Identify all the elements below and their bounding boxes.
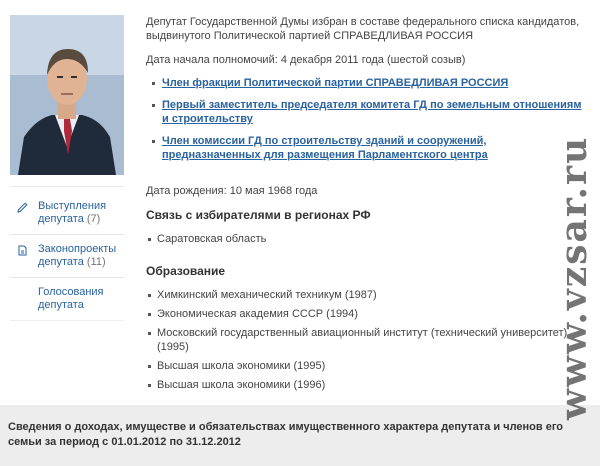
deputy-sidebar — [10, 192, 124, 321]
list-item: Химкинский механический техникум (1987) — [148, 288, 586, 302]
role-link-committee[interactable]: Первый заместитель председателя комитета ГД по земельным отношениям и строительству — [162, 99, 582, 125]
income-notice[interactable]: Сведения о доходах, имуществе и обязательствах имущественного характера депутата и членов его семьи за период с 01.01.2012 по 31.12.2012 — [8, 421, 563, 448]
deputy-info — [146, 15, 586, 397]
roles-list — [146, 76, 586, 162]
list-item: Высшая школа экономики (1995) — [148, 359, 586, 373]
sidebar-item-speeches-count: (7) — [86, 213, 101, 225]
list-item — [152, 76, 586, 90]
pencil-icon — [17, 202, 28, 213]
sidebar-item-bills[interactable] — [10, 235, 124, 278]
list-item: Саратовская область — [148, 232, 586, 246]
document-icon — [17, 245, 28, 256]
list-item: Московский государственный авиационный институт (технический университет) (1995) — [148, 326, 586, 354]
list-item — [152, 134, 586, 162]
regions-list — [146, 232, 586, 246]
birth-date: Дата рождения: 10 мая 1968 года — [146, 185, 318, 197]
sidebar-item-speeches[interactable] — [10, 192, 124, 235]
photo-separator — [10, 186, 124, 187]
education-list — [146, 288, 586, 392]
sidebar-item-speeches-label[interactable]: Выступления депутата — [38, 200, 107, 225]
list-item: Высшая школа экономики (1996) — [148, 378, 586, 392]
sidebar-item-bills-count: (11) — [86, 256, 106, 268]
term-start: Дата начала полномочий: 4 декабря 2011 года (шестой созыв) — [146, 54, 466, 66]
list-item: Экономическая академия СССР (1994) — [148, 307, 586, 321]
deputy-photo — [10, 15, 124, 175]
sidebar-item-bills-label[interactable]: Законопроекты депутата — [38, 243, 117, 268]
role-link-faction[interactable]: Член фракции Политической партии СПРАВЕДЛИВАЯ РОССИЯ — [162, 77, 509, 89]
education-title: Образование — [146, 264, 226, 278]
intro-text: Депутат Государственной Думы избран в составе федерального списка кандидатов, выдвинутого Политической партией СПРАВЕДЛИВАЯ РОССИЯ — [146, 16, 580, 42]
sidebar-item-votes[interactable] — [10, 278, 124, 321]
watermark: www.vzsar.ru — [553, 135, 595, 420]
sidebar-item-votes-label[interactable]: Голосования депутата — [38, 286, 104, 311]
role-link-commission[interactable]: Член комиссии ГД по строительству зданий и сооружений, предназначенных для размещения Парламентского центра — [162, 135, 488, 161]
list-item — [152, 98, 586, 126]
regions-title: Связь с избирателями в регионах РФ — [146, 208, 371, 222]
